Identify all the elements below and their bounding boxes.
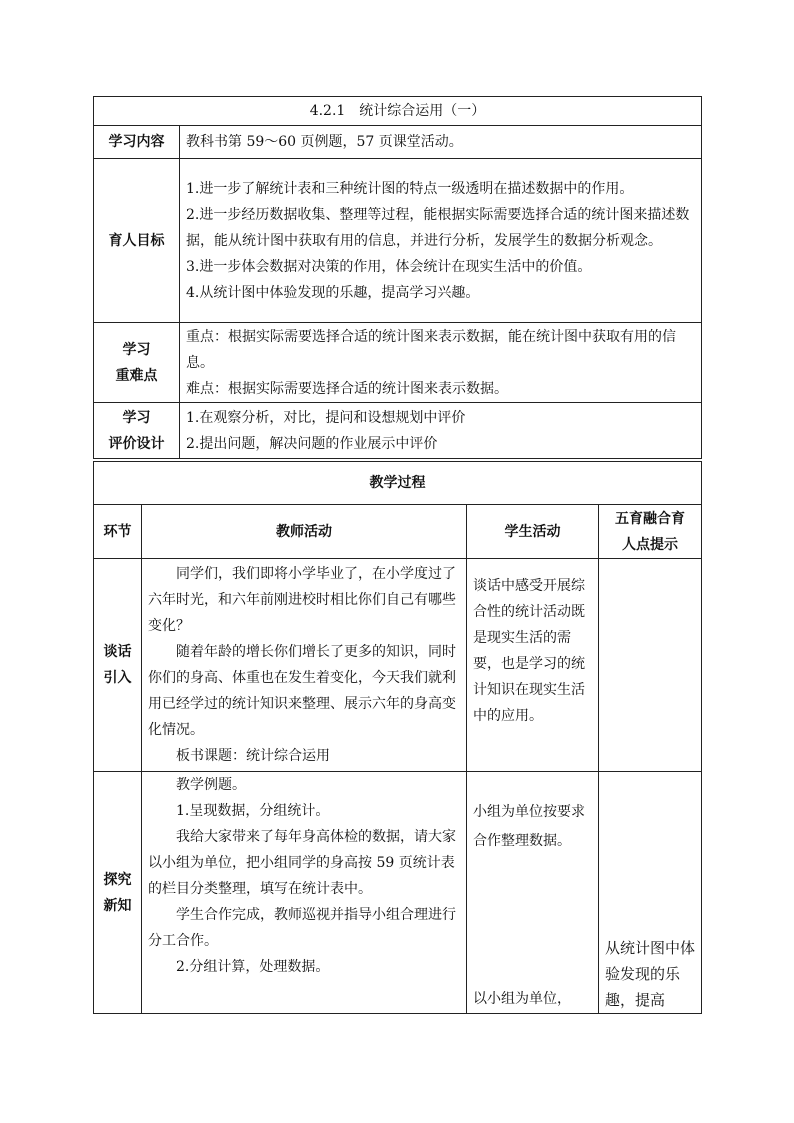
col-header-teacher: 教师活动	[142, 505, 467, 559]
table-row	[94, 559, 702, 772]
teaching-process-table	[93, 461, 702, 1014]
evaluation-cell	[180, 403, 702, 459]
key-point-item: 难点：根据实际需要选择合适的统计图来表示数据。	[186, 380, 508, 397]
goal-item: 2.进一步经历数据收集、整理等过程，能根据实际需要选择合适的统计图来描述数据，能从统计图中获取有用的信息，并进行分析，发展学生的数据分析观念。	[186, 206, 690, 249]
goal-item: 1.进一步了解统计表和三种统计图的特点一级透明在描述数据中的作用。	[186, 180, 634, 197]
teacher-activity: 教学例题。 1.呈现数据，分组统计。 我给大家带来了每年身高体检的数据，请大家以小组为单位，把小组同学的身高按 59 页统计表的栏目分类整理，填写在统计表中。 学生合作完成，教师巡视并指导小组合理进行分工合作。 2.分组计算，处理数据。	[142, 772, 467, 1014]
tips-cell	[599, 559, 702, 772]
evaluation-item: 1.在观察分析，对比，提问和设想规划中评价	[186, 409, 466, 426]
content-text: 教科书第 59～60 页例题，57 页课堂活动。	[180, 126, 702, 159]
lesson-title: 4.2.1 统计综合运用（一）	[94, 97, 702, 126]
teacher-activity: 同学们，我们即将小学毕业了，在小学度过了六年时光，和六年前刚进校时相比你们自己有哪些变化？ 随着年龄的增长你们增长了更多的知识，同时你们的身高、体重也在发生着变化，今天我们就利用已经学过的统计知识来整理、展示六年的身高变化情况。 板书课题：统计综合运用	[142, 559, 467, 772]
stage-label: 谈话 引入	[94, 559, 142, 772]
tips-cell: 从统计图中体验发现的乐趣，提高	[599, 772, 702, 1014]
goal-item: 3.进一步体会数据对决策的作用，体会统计在现实生活中的价值。	[186, 258, 592, 275]
evaluation-label: 学习 评价设计	[94, 403, 180, 459]
student-activity-b: 以小组为单位，	[473, 991, 571, 1007]
student-activity: 谈话中感受开展综合性的统计活动既是现实生活的需要，也是学习的统计知识在现实生活中的应用。	[467, 559, 599, 772]
col-header-stage: 环节	[94, 505, 142, 559]
process-section-title: 教学过程	[94, 462, 702, 505]
student-activity	[467, 772, 599, 1014]
col-header-tips: 五育融合育 人点提示	[599, 505, 702, 559]
key-points-label: 学习 重难点	[94, 323, 180, 403]
key-point-item: 重点：根据实际需要选择合适的统计图来表示数据，能在统计图中获取有用的信息。	[186, 328, 676, 371]
goals-cell	[180, 159, 702, 323]
goal-item: 4.从统计图中体验发现的乐趣，提高学习兴趣。	[186, 284, 480, 301]
key-points-cell	[180, 323, 702, 403]
stage-label: 探究 新知	[94, 772, 142, 1014]
lesson-info-table	[93, 96, 702, 459]
evaluation-item: 2.提出问题，解决问题的作业展示中评价	[186, 435, 438, 452]
goals-label: 育人目标	[94, 159, 180, 323]
content-label: 学习内容	[94, 126, 180, 159]
student-activity-a: 小组为单位按要求合作整理数据。	[473, 804, 585, 849]
table-row	[94, 772, 702, 1014]
col-header-student: 学生活动	[467, 505, 599, 559]
